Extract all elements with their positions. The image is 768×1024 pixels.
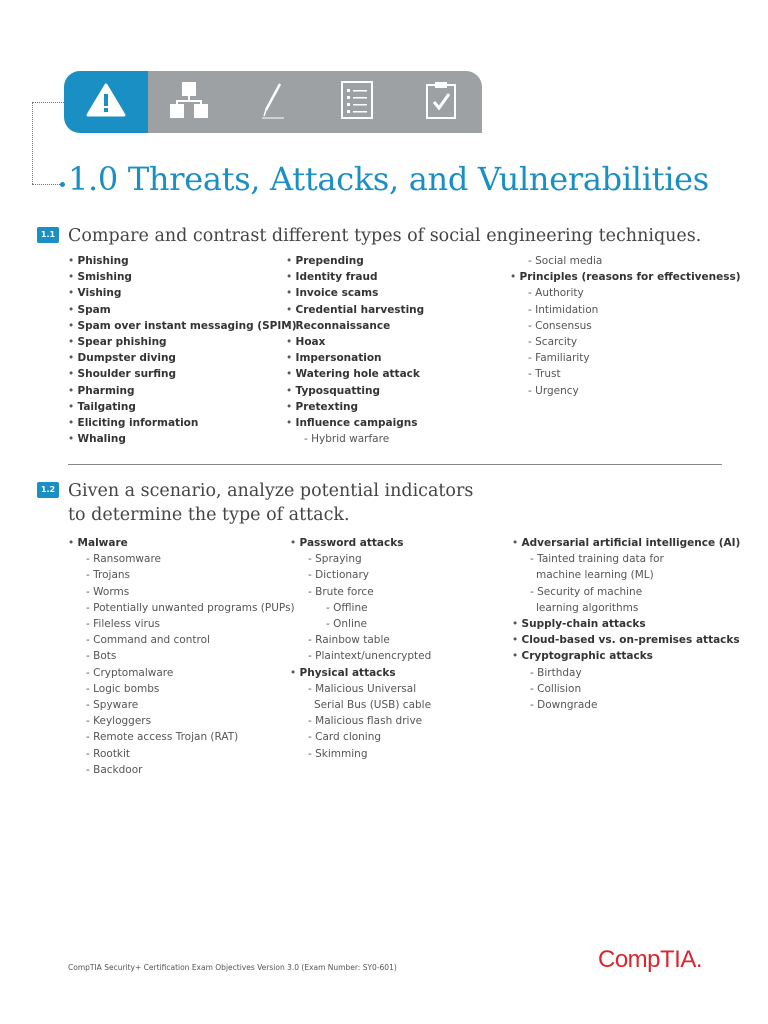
objective-subitem: - Command and control [68,632,295,648]
objective-list-column [512,535,740,713]
objective-subitem: learning algorithms [536,601,639,614]
objective-subitem: - Tainted training data for [512,551,740,567]
objective-list-column [510,253,741,399]
list-icon [340,80,374,124]
objective-subitem: - Worms [68,584,295,600]
objective-subitem: - Downgrade [512,697,740,713]
objective-item: • Reconnaissance [286,318,424,334]
section-heading: Given a scenario, analyze potential indicators to determine the type of attack. [68,481,474,525]
objective-subitem: - Cryptomalware [68,665,295,681]
objective-item: • Physical attacks [290,665,431,681]
objective-subitem: - Malicious flash drive [290,713,431,729]
connector-line [32,102,64,103]
objective-item: • Typosquatting [286,383,424,399]
section-number-badge: 1.1 [37,227,59,243]
objective-subitem: - Backdoor [68,762,295,778]
page-title: 1.0 Threats, Attacks, and Vulnerabilities [68,160,709,198]
tab-governance[interactable] [416,71,466,133]
objective-item: • Whaling [68,431,297,447]
section-divider [68,464,722,465]
objective-subitem: - Rootkit [68,746,295,762]
objective-subitem: - Trojans [68,567,295,583]
connector-line [32,184,62,185]
objective-subitem: - Trust [510,366,741,382]
objective-subitem: - Rainbow table [290,632,431,648]
objective-subitem: - Consensus [510,318,741,334]
tab-architecture[interactable] [164,71,214,133]
objective-subitem: - Plaintext/unencrypted [290,648,431,664]
objective-subitem: - Malicious Universal [290,681,431,697]
warning-icon [86,83,126,121]
objective-item: • Dumpster diving [68,350,297,366]
objective-subitem: - Authority [510,285,741,301]
objective-subitem: - Spyware [68,697,295,713]
objective-list-column [68,253,297,447]
objective-item: • Watering hole attack [286,366,424,382]
objective-subitem: - Offline [290,600,431,616]
objective-item: • Supply-chain attacks [512,616,740,632]
objective-subitem: - Card cloning [290,729,431,745]
objective-subitem: - Scarcity [510,334,741,350]
objective-item: • Principles (reasons for effectiveness) [510,269,741,285]
objective-item: • Credential harvesting [286,302,424,318]
objective-list-column [290,535,431,762]
comptia-logo: CompTIA. [598,946,703,973]
objective-subitem: - Fileless virus [68,616,295,632]
objective-item: • Phishing [68,253,297,269]
objective-subitem: - Ransomware [68,551,295,567]
tab-operations[interactable] [332,71,382,133]
objective-list-column [68,535,295,778]
objective-item: • Tailgating [68,399,297,415]
objective-item: • Prepending [286,253,424,269]
objective-item: • Vishing [68,285,297,301]
objective-subitem: - Urgency [510,383,741,399]
objective-subitem: - Skimming [290,746,431,762]
section-heading: Compare and contrast different types of social engineering techniques. [68,226,702,246]
objective-item: • Shoulder surfing [68,366,297,382]
objective-item: • Pretexting [286,399,424,415]
objective-subitem: - Online [290,616,431,632]
pen-icon [258,80,288,124]
objective-item: • Cloud-based vs. on-premises attacks [512,632,740,648]
objective-subitem: - Brute force [290,584,431,600]
objective-item: • Hoax [286,334,424,350]
objective-subitem: - Familiarity [510,350,741,366]
tab-implementation[interactable] [248,71,298,133]
objective-item: • Spear phishing [68,334,297,350]
section-tab-bar [64,71,482,133]
objective-subitem: - Collision [512,681,740,697]
objective-subitem: - Keyloggers [68,713,295,729]
objective-item: • Eliciting information [68,415,297,431]
objective-subitem: - Birthday [512,665,740,681]
objective-subitem: - Remote access Trojan (RAT) [68,729,295,745]
objective-item: • Spam [68,302,297,318]
objective-subitem: - Hybrid warfare [286,431,424,447]
objective-subitem: - Potentially unwanted programs (PUPs) [68,600,295,616]
connector-dot [60,182,65,187]
objective-item: • Impersonation [286,350,424,366]
objective-item: • Cryptographic attacks [512,648,740,664]
footer-text: CompTIA Security+ Certification Exam Objectives Version 3.0 (Exam Number: SY0-601) [68,963,397,972]
section-number-badge: 1.2 [37,482,59,498]
objective-subitem: - Security of machine [512,584,740,600]
objective-subitem: - Dictionary [290,567,431,583]
objective-subitem: - Intimidation [510,302,741,318]
objective-item: • Identity fraud [286,269,424,285]
objective-item: • Smishing [68,269,297,285]
clipboard-check-icon [425,80,457,124]
objective-item: • Spam over instant messaging (SPIM) [68,318,297,334]
objective-subitem: machine learning (ML) [536,569,654,582]
objective-subitem: - Bots [68,648,295,664]
objective-item: • Pharming [68,383,297,399]
objective-list-column [286,253,424,447]
objective-item: • Influence campaigns [286,415,424,431]
objective-subitem: - Spraying [290,551,431,567]
objective-subitem: - Logic bombs [68,681,295,697]
tab-threats[interactable] [64,71,148,133]
objective-item: • Invoice scams [286,285,424,301]
objective-subitem: Serial Bus (USB) cable [314,699,432,712]
connector-line [32,102,33,184]
network-icon [168,80,210,124]
objective-item: • Adversarial artificial intelligence (AI) [512,535,740,551]
objective-item: • Malware [68,535,295,551]
objective-item: • Password attacks [290,535,431,551]
objective-subitem: - Social media [510,253,741,269]
